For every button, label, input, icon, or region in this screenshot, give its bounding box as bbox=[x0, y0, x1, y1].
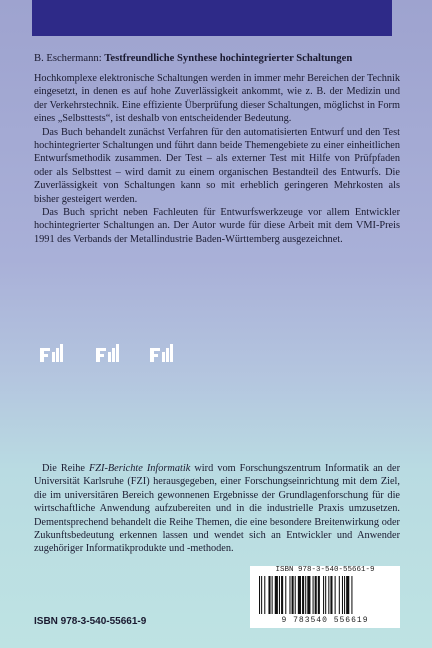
barcode-bar bbox=[335, 576, 336, 614]
barcode-bar bbox=[328, 576, 329, 614]
barcode-bar bbox=[264, 576, 265, 614]
barcode-bar bbox=[272, 576, 273, 614]
blurb-paragraph: Hochkomplexe elektronische Schaltungen werden in immer mehr Bereichen der Technik eingesetzt, in denen es auf hohe Zuverlässigkeit ankommt, wie z. B. der Medizin und der Verkehrstechnik. Eine effiziente Überprüfung dieser Schaltungen, möglichst in Form eines „Selbsttests“, ist deshalb von entscheidender Bedeutung. bbox=[34, 73, 400, 125]
series-description: Die Reihe FZI-Berichte Informatik wird vom Forschungszentrum Informatik an der Universität Karlsruhe (FZI) herausgegeben, einer Forschungseinrichtung mit dem Ziel, die im universitären Bereich gewonnenen Ergebnisse der Grundlagenforschung für die wirtschaftliche Anwendung aufzubereiten und in die industrielle Praxis umzusetzen. Dementsprechend behandelt die Reihe Themen, die eine besondere Breitenwirkung oder Zukunftsbedeutung erkennen lassen und wendet sich an Entwickler und Anwender zugehöriger Informatikprodukte und -methoden. bbox=[34, 463, 400, 555]
barcode-bar bbox=[261, 576, 262, 614]
barcode-isbn-label: ISBN 978-3-540-55661-9 bbox=[275, 566, 375, 574]
barcode-bar bbox=[318, 576, 320, 614]
barcode-bar bbox=[315, 576, 317, 614]
barcode bbox=[250, 566, 400, 628]
fzi-logo-icon bbox=[96, 344, 120, 364]
isbn-footer: ISBN 978-3-540-55661-9 bbox=[34, 616, 147, 627]
barcode-bar bbox=[307, 576, 310, 614]
barcode-bar bbox=[279, 576, 280, 614]
barcode-bar bbox=[346, 576, 349, 614]
barcode-bar bbox=[292, 576, 294, 614]
blurb-text bbox=[34, 72, 400, 246]
barcode-bar bbox=[323, 576, 324, 614]
barcode-bar bbox=[344, 576, 345, 614]
barcode-bar bbox=[330, 576, 332, 614]
book-title-line bbox=[34, 52, 400, 66]
fzi-logos bbox=[40, 344, 190, 366]
barcode-bar bbox=[305, 576, 306, 614]
barcode-bar bbox=[275, 576, 278, 614]
barcode-bar bbox=[298, 576, 301, 614]
blurb-paragraph: Das Buch spricht neben Fachleuten für Entwurfswerkzeuge vor allem Entwickler hochintegrierter Schaltungen an. Der Autor wurde für diese Arbeit mit dem VMI-Preis 1991 des Verbands der Metallindustrie Baden-Württemberg ausgezeichnet. bbox=[34, 207, 400, 245]
blurb-paragraph: Das Buch behandelt zunächst Verfahren für den automatisierten Entwurf und den Test hochintegrierter Schaltungen und führt dann beide Themengebiete zu einer einheitlichen Entwurfsmethodik zusammen. Der Test – als externer Test mit Hilfe von Prüfpfaden oder als Selbsttest – wird damit zu einem organischen Bestandteil des Entwurfs. Die Zuverlässigkeit von Schaltungen kann so mit erheblich geringeren Mehrkosten als bisher gesteigert werden. bbox=[34, 126, 400, 205]
barcode-bar bbox=[259, 576, 260, 614]
author-name: B. Eschermann: bbox=[34, 53, 102, 64]
barcode-bar bbox=[285, 576, 286, 614]
barcode-bar bbox=[281, 576, 283, 614]
barcode-bar bbox=[302, 576, 304, 614]
barcode-bars bbox=[253, 576, 397, 616]
series-name: FZI-Berichte Informatik bbox=[89, 463, 191, 474]
barcode-bar bbox=[342, 576, 343, 614]
fzi-logo-icon bbox=[40, 344, 64, 364]
barcode-bar bbox=[339, 576, 340, 614]
barcode-bar bbox=[313, 576, 314, 614]
top-color-bar bbox=[32, 0, 392, 36]
barcode-bar bbox=[351, 576, 352, 614]
barcode-number: 9 783540 556619 bbox=[281, 616, 369, 625]
book-title: Testfreundliche Synthese hochintegrierter Schaltungen bbox=[104, 53, 353, 64]
barcode-bar bbox=[295, 576, 296, 614]
fzi-logo-icon bbox=[150, 344, 174, 364]
barcode-bar bbox=[268, 576, 270, 614]
barcode-bar bbox=[289, 576, 290, 614]
barcode-bar bbox=[325, 576, 326, 614]
